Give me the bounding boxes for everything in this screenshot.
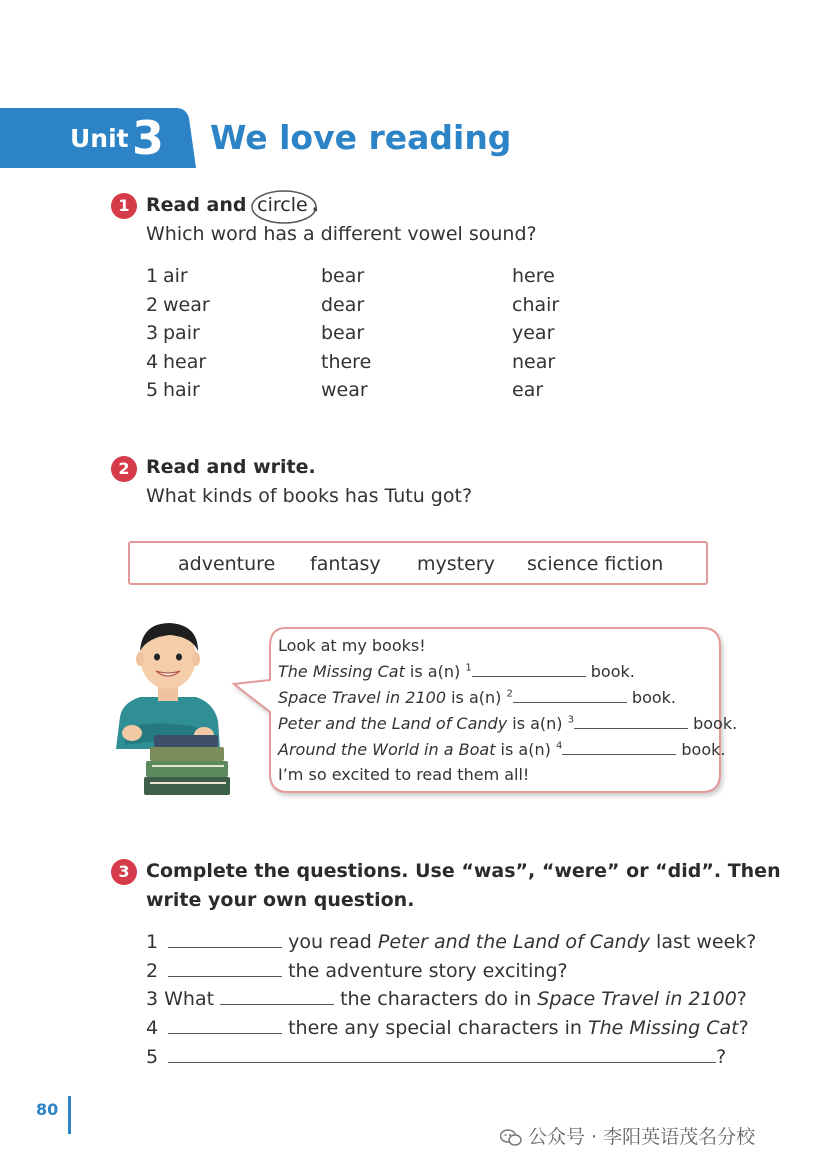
word-option[interactable]: bear xyxy=(321,322,365,344)
word-option[interactable]: year xyxy=(512,322,555,344)
word-option[interactable]: bear xyxy=(321,265,365,287)
word-bank-item: fantasy xyxy=(310,553,381,575)
bubble-sentence: The Missing Cat is a(n) $^1$ book. xyxy=(278,662,635,681)
row-number: 1 xyxy=(146,265,159,287)
word-bank-item: mystery xyxy=(417,553,495,575)
unit-number: 3 xyxy=(132,111,165,165)
answer-blank[interactable] xyxy=(513,687,627,703)
exercise-1-heading: Read and circle . xyxy=(146,194,319,216)
exercise-1-badge: 1 xyxy=(110,192,138,220)
page-number-bar xyxy=(68,1096,71,1134)
wechat-icon xyxy=(500,1129,522,1147)
circled-word: circle xyxy=(253,194,312,216)
answer-blank[interactable] xyxy=(168,959,282,977)
unit-title: We love reading xyxy=(210,118,512,157)
boy-with-books-illustration xyxy=(112,617,240,799)
word-option[interactable]: there xyxy=(321,351,372,373)
bubble-sentence: Around the World in a Boat is a(n) $^4$ book. xyxy=(278,740,726,759)
word-option[interactable]: hear xyxy=(163,351,207,373)
question-line: 2 the adventure story exciting? xyxy=(146,960,568,982)
word-option[interactable]: dear xyxy=(321,294,365,316)
word-option[interactable]: ear xyxy=(512,379,544,401)
bubble-sentence: Space Travel in 2100 is a(n) $^2$ book. xyxy=(278,688,677,707)
bubble-sentence: Peter and the Land of Candy is a(n) $^3$ book. xyxy=(278,714,738,733)
answer-blank[interactable] xyxy=(168,930,282,948)
word-option[interactable]: here xyxy=(512,265,555,287)
word-bank-item: adventure xyxy=(178,553,276,575)
unit-label: Unit xyxy=(70,124,129,153)
question-line-own: 5 ? xyxy=(146,1046,727,1068)
row-number: 3 xyxy=(146,322,159,344)
answer-blank[interactable] xyxy=(168,1016,282,1034)
question-line: 1 you read Peter and the Land of Candy last week? xyxy=(146,931,757,953)
exercise-2-heading: Read and write. xyxy=(146,456,316,478)
exercise-2-badge: 2 xyxy=(110,455,138,483)
answer-blank[interactable] xyxy=(220,987,334,1005)
exercise-3-badge: 3 xyxy=(110,858,138,886)
question-line: 3 What the characters do in Space Travel in 2100? xyxy=(146,988,747,1010)
word-option[interactable]: air xyxy=(163,265,188,287)
word-bank-box xyxy=(128,541,708,585)
word-option[interactable]: pair xyxy=(163,322,200,344)
exercise-2-subtitle: What kinds of books has Tutu got? xyxy=(146,485,473,507)
exercise-1-subtitle: Which word has a different vowel sound? xyxy=(146,223,537,245)
bubble-outro: I’m so excited to read them all! xyxy=(278,765,530,784)
answer-blank[interactable] xyxy=(574,713,688,729)
word-bank-item: science fiction xyxy=(527,553,664,575)
own-question-blank[interactable] xyxy=(168,1045,716,1063)
row-number: 4 xyxy=(146,351,159,373)
answer-blank[interactable] xyxy=(562,739,676,755)
word-option[interactable]: chair xyxy=(512,294,560,316)
row-number: 2 xyxy=(146,294,159,316)
bubble-intro: Look at my books! xyxy=(278,636,426,655)
row-number: 5 xyxy=(146,379,159,401)
word-option[interactable]: hair xyxy=(163,379,200,401)
watermark: 公众号 · 李阳英语茂名分校 xyxy=(500,1122,755,1149)
word-option[interactable]: near xyxy=(512,351,556,373)
page-number: 80 xyxy=(36,1100,59,1119)
exercise-3-heading-line2: write your own question. xyxy=(146,889,415,911)
word-option[interactable]: wear xyxy=(321,379,368,401)
exercise-3-heading-line1: Complete the questions. Use “was”, “were” or “did”. Then xyxy=(146,860,781,882)
word-option[interactable]: wear xyxy=(163,294,210,316)
answer-blank[interactable] xyxy=(472,661,586,677)
question-line: 4 there any special characters in The Missing Cat? xyxy=(146,1017,749,1039)
